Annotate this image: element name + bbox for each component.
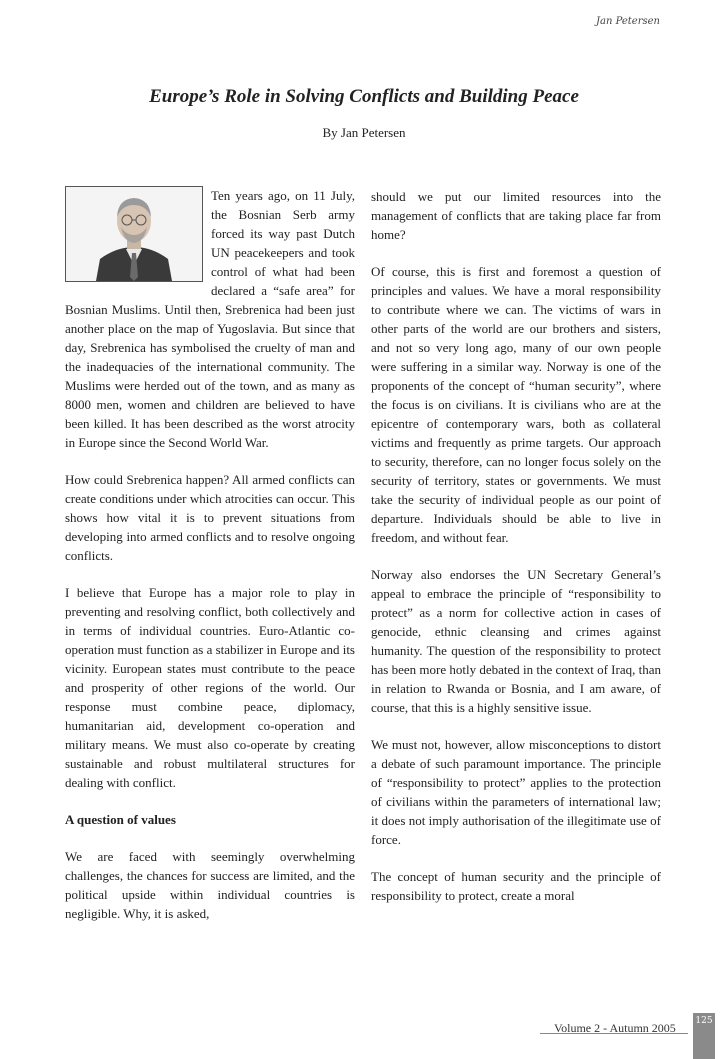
paragraph: should we put our limited resources into the management of conflicts that are taking place far from home? [371, 189, 661, 242]
paragraph: We are faced with seemingly overwhelming challenges, the chances for success are limited, and the political upside within individual countries is negligible. Why, it is asked, [65, 849, 355, 921]
paragraph: The concept of human security and the principle of responsibility to protect, create a moral [371, 869, 661, 903]
left-column [65, 186, 355, 941]
running-head: Jan Petersen [596, 16, 660, 27]
paragraph: Norway also endorses the UN Secretary General’s appeal to embrace the principle of “responsibility to protect” as a norm for collective action in cases of genocide, ethnic cleansing and crimes against humanity. The question of the responsibility to protect has been more hotly debated in the context of Iraq, than in relation to Rwanda or Bosnia, and I am aware, of course, that this is a highly sensitive issue. [371, 567, 661, 715]
author-portrait-image [66, 187, 202, 281]
paragraph: I believe that Europe has a major role to play in preventing and resolving conflict, both collectively and in terms of individual countries. Euro-Atlantic co-operation must function as a stabilizer in Europe and its vicinity. European states must contribute to the peace and prosperity of other regions of the world. Our response must combine peace, diplomacy, humanitarian aid, development co-operation and military means. We must also co-operate by creating sustainable and robust multilateral structures for dealing with conflict. [65, 585, 355, 790]
section-heading: A question of values [65, 812, 176, 827]
page-number: 125 [695, 1016, 713, 1026]
paragraph: How could Srebrenica happen? All armed conflicts can create conditions under which atrocities can occur. This shows how vital it is to prevent situations from developing into armed conflicts and to resolve ongoing conflicts. [65, 472, 355, 563]
paragraph: Ten years ago, on 11 July, the Bosnian Serb army forced its way past Dutch UN peacekeepers and took control of what had been declared a “safe area” for Bosnian Muslims. Until then, Srebrenica had been just another place on the map of Yugoslavia. But since that day, Srebrenica has symbolised the cruelty of man and the inadequacies of the international community. The Muslims were herded out of the town, and as many as 8000 men, women and children are believed to have been killed. It has been described as the worst atrocity in Europe since the Second World War. [65, 188, 355, 450]
paragraph: We must not, however, allow misconceptions to distort a debate of such paramount importance. The principle of “responsibility to protect” applies to the protection of civilians within the parameters of international law; it does not imply authorisation of the illegitimate use of force. [371, 737, 661, 847]
article-byline: By Jan Petersen [322, 125, 406, 140]
issue-label: Volume 2 - Autumn 2005 [554, 1021, 676, 1035]
right-column [371, 187, 661, 923]
author-photo [65, 186, 203, 282]
paragraph: Of course, this is first and foremost a question of principles and values. We have a moral responsibility to contribute where we can. The victims of wars in other parts of the world are our brothers and sisters, and not so very long ago, many of our own people were suffering in a similar way. Norway is one of the proponents of the concept of “human security”, where the focus is on civilians. It is civilians who are at the epicentre of contemporary wars, both as collateral victims and frequently as prime targets. Our approach to security, therefore, can no longer focus solely on the security of territory, states or governments. We must take the security of individual people as our point of departure. Individuals should be able to live in freedom, and without fear. [371, 264, 661, 545]
article-title: Europe’s Role in Solving Conflicts and Building Peace [149, 86, 579, 107]
